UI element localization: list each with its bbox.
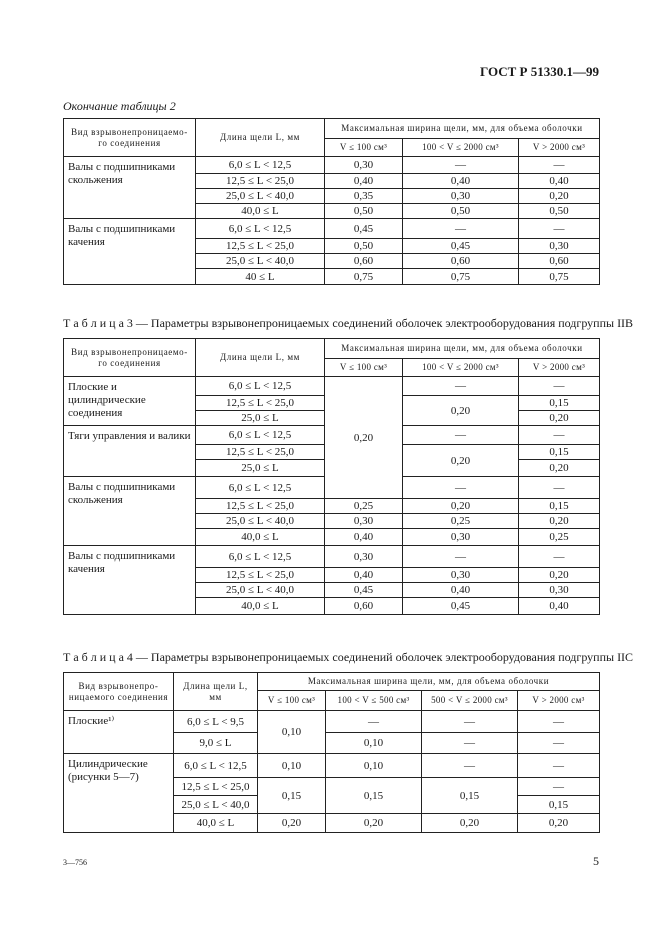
cell-value: — — [403, 546, 519, 568]
cell-value: — — [519, 219, 600, 239]
cell-value: 0,20 — [519, 568, 600, 583]
cell-value: 0,20 — [326, 814, 422, 833]
cell-value: 0,30 — [403, 568, 519, 583]
header-v3: 500 < V ≤ 2000 см³ — [422, 691, 518, 711]
cell-length: 6,0 ≤ L < 12,5 — [196, 219, 325, 239]
cell-value: 0,15 — [519, 499, 600, 514]
cell-length: 40,0 ≤ L — [196, 204, 325, 219]
header-v2: 100 < V ≤ 500 см³ — [326, 691, 422, 711]
header-v1: V ≤ 100 см³ — [325, 139, 403, 157]
cell-length: 12,5 ≤ L < 25,0 — [196, 396, 325, 411]
cell-value: — — [403, 219, 519, 239]
cell-length: 25,0 ≤ L < 40,0 — [196, 583, 325, 598]
cell-value: 0,60 — [519, 254, 600, 269]
cell-length: 40,0 ≤ L — [196, 598, 325, 615]
cell-value: — — [519, 157, 600, 174]
cell-value: 0,60 — [325, 598, 403, 615]
cell-value: 0,10 — [258, 754, 326, 778]
cell-value: 0,40 — [325, 529, 403, 546]
cell-value: 0,30 — [325, 546, 403, 568]
cell-value: 0,20 — [403, 445, 519, 477]
cell-length: 25,0 ≤ L < 40,0 — [196, 514, 325, 529]
cell-length: 12,5 ≤ L < 25,0 — [174, 778, 258, 796]
group-name: Плоские¹⁾ — [64, 711, 174, 754]
cell-value: 0,10 — [326, 754, 422, 778]
group-name: Цилиндрические (рисунки 5—7) — [64, 754, 174, 833]
cell-value: 0,75 — [519, 269, 600, 285]
cell-value: 0,40 — [325, 568, 403, 583]
cell-length: 25,0 ≤ L < 40,0 — [196, 254, 325, 269]
cell-length: 25,0 ≤ L — [196, 411, 325, 426]
group-name: Тяги управления и валики — [64, 426, 196, 477]
header-v2: 100 < V ≤ 2000 см³ — [403, 359, 519, 377]
header-v3: V > 2000 см³ — [519, 359, 600, 377]
cell-value: 0,50 — [519, 204, 600, 219]
cell-value: 0,40 — [403, 583, 519, 598]
header-length: Длина щели L, мм — [196, 119, 325, 157]
cell-value: 0,40 — [519, 598, 600, 615]
cell-value: 0,50 — [325, 239, 403, 254]
cell-value: — — [403, 157, 519, 174]
cell-value: — — [519, 477, 600, 499]
group-name: Валы с подшипниками скольжения — [64, 477, 196, 546]
table2-caption: Окончание таблицы 2 — [63, 99, 176, 113]
cell-value: 0,30 — [519, 239, 600, 254]
cell-value: — — [519, 546, 600, 568]
header-width: Максимальная ширина щели, мм, для объема оболочки — [258, 673, 600, 691]
cell-value: 0,15 — [519, 396, 600, 411]
cell-value: — — [422, 711, 518, 733]
cell-value: 0,75 — [325, 269, 403, 285]
cell-value: 0,20 — [519, 189, 600, 204]
table-4 — [63, 672, 600, 833]
page-number: 5 — [593, 854, 599, 868]
cell-value: — — [518, 733, 600, 754]
cell-length: 6,0 ≤ L < 12,5 — [196, 377, 325, 396]
header-width: Максимальная ширина щели, мм, для объема оболочки — [325, 119, 600, 139]
cell-length: 25,0 ≤ L < 40,0 — [196, 189, 325, 204]
cell-length: 6,0 ≤ L < 9,5 — [174, 711, 258, 733]
cell-value: 0,30 — [403, 529, 519, 546]
cell-value: 0,20 — [519, 411, 600, 426]
cell-length: 12,5 ≤ L < 25,0 — [196, 239, 325, 254]
cell-value: — — [422, 733, 518, 754]
cell-length: 12,5 ≤ L < 25,0 — [196, 568, 325, 583]
group-name: Валы с подшипниками качения — [64, 219, 196, 285]
cell-length: 40,0 ≤ L — [174, 814, 258, 833]
cell-value: 0,30 — [325, 157, 403, 174]
table-2 — [63, 118, 600, 285]
cell-value: 0,45 — [325, 219, 403, 239]
cell-length: 12,5 ≤ L < 25,0 — [196, 445, 325, 460]
cell-value: 0,25 — [403, 514, 519, 529]
cell-value: 0,60 — [403, 254, 519, 269]
cell-value: 0,10 — [258, 711, 326, 754]
cell-value: 0,40 — [325, 174, 403, 189]
cell-length: 40 ≤ L — [196, 269, 325, 285]
cell-value: — — [403, 377, 519, 396]
cell-length: 6,0 ≤ L < 12,5 — [196, 157, 325, 174]
cell-value: 0,50 — [403, 204, 519, 219]
cell-value: — — [422, 754, 518, 778]
cell-length: 25,0 ≤ L — [196, 460, 325, 477]
cell-value: 0,50 — [325, 204, 403, 219]
cell-value: 0,35 — [325, 189, 403, 204]
cell-length: 12,5 ≤ L < 25,0 — [196, 174, 325, 189]
merged-value: 0,20 — [325, 377, 403, 499]
table-3 — [63, 338, 600, 615]
table3-caption: Т а б л и ц а 3 — Параметры взрывонепроницаемых соединений оболочек электрооборудования подгруппы IIB — [63, 316, 634, 330]
cell-length: 40,0 ≤ L — [196, 529, 325, 546]
header-v3: V > 2000 см³ — [519, 139, 600, 157]
cell-length: 6,0 ≤ L < 12,5 — [196, 546, 325, 568]
cell-value: — — [518, 711, 600, 733]
table4-caption: Т а б л и ц а 4 — Параметры взрывонепроницаемых соединений оболочек электрооборудования подгруппы IIC — [63, 650, 634, 664]
group-name: Плоские и цилиндрические соединения — [64, 377, 196, 426]
cell-value: 0,15 — [326, 778, 422, 814]
header-joint: Вид взрывонепроницаемо-го соединения — [64, 339, 196, 377]
document-code: ГОСТ Р 51330.1—99 — [480, 64, 599, 79]
cell-value: 0,15 — [258, 778, 326, 814]
cell-length: 6,0 ≤ L < 12,5 — [174, 754, 258, 778]
cell-value: 0,30 — [519, 583, 600, 598]
cell-value: 0,20 — [519, 514, 600, 529]
print-code: 3—756 — [63, 858, 87, 867]
cell-value: 0,20 — [403, 499, 519, 514]
cell-value: — — [518, 754, 600, 778]
header-v1: V ≤ 100 см³ — [325, 359, 403, 377]
cell-value: 0,45 — [325, 583, 403, 598]
header-v4: V > 2000 см³ — [518, 691, 600, 711]
header-v1: V ≤ 100 см³ — [258, 691, 326, 711]
cell-length: 9,0 ≤ L — [174, 733, 258, 754]
cell-value: 0,20 — [518, 814, 600, 833]
cell-value: 0,60 — [325, 254, 403, 269]
cell-value: — — [518, 778, 600, 796]
header-length: Длина щели L, мм — [174, 673, 258, 711]
cell-value: 0,40 — [519, 174, 600, 189]
cell-length: 25,0 ≤ L < 40,0 — [174, 796, 258, 814]
group-name: Валы с подшипниками качения — [64, 546, 196, 615]
cell-value: — — [403, 477, 519, 499]
cell-value: 0,20 — [403, 396, 519, 426]
header-v2: 100 < V ≤ 2000 см³ — [403, 139, 519, 157]
cell-value: 0,20 — [258, 814, 326, 833]
cell-value: 0,30 — [403, 189, 519, 204]
cell-value: 0,15 — [519, 445, 600, 460]
cell-value: — — [519, 377, 600, 396]
cell-value: 0,10 — [326, 733, 422, 754]
group-name: Валы с подшипниками скольжения — [64, 157, 196, 219]
cell-length: 12,5 ≤ L < 25,0 — [196, 499, 325, 514]
cell-value: 0,75 — [403, 269, 519, 285]
cell-value: 0,25 — [325, 499, 403, 514]
cell-length: 6,0 ≤ L < 12,5 — [196, 426, 325, 445]
cell-value: 0,20 — [519, 460, 600, 477]
cell-value: — — [403, 426, 519, 445]
header-length: Длина щели L, мм — [196, 339, 325, 377]
header-width: Максимальная ширина щели, мм, для объема оболочки — [325, 339, 600, 359]
cell-value: 0,15 — [518, 796, 600, 814]
cell-value: 0,20 — [422, 814, 518, 833]
cell-value: 0,30 — [325, 514, 403, 529]
header-joint: Вид взрывонепро-ницаемого соединения — [64, 673, 174, 711]
cell-value: — — [519, 426, 600, 445]
cell-value: 0,45 — [403, 239, 519, 254]
header-joint: Вид взрывонепроницаемо-го соединения — [64, 119, 196, 157]
cell-value: 0,15 — [422, 778, 518, 814]
cell-value: — — [326, 711, 422, 733]
cell-length: 6,0 ≤ L < 12,5 — [196, 477, 325, 499]
cell-value: 0,40 — [403, 174, 519, 189]
cell-value: 0,25 — [519, 529, 600, 546]
cell-value: 0,45 — [403, 598, 519, 615]
